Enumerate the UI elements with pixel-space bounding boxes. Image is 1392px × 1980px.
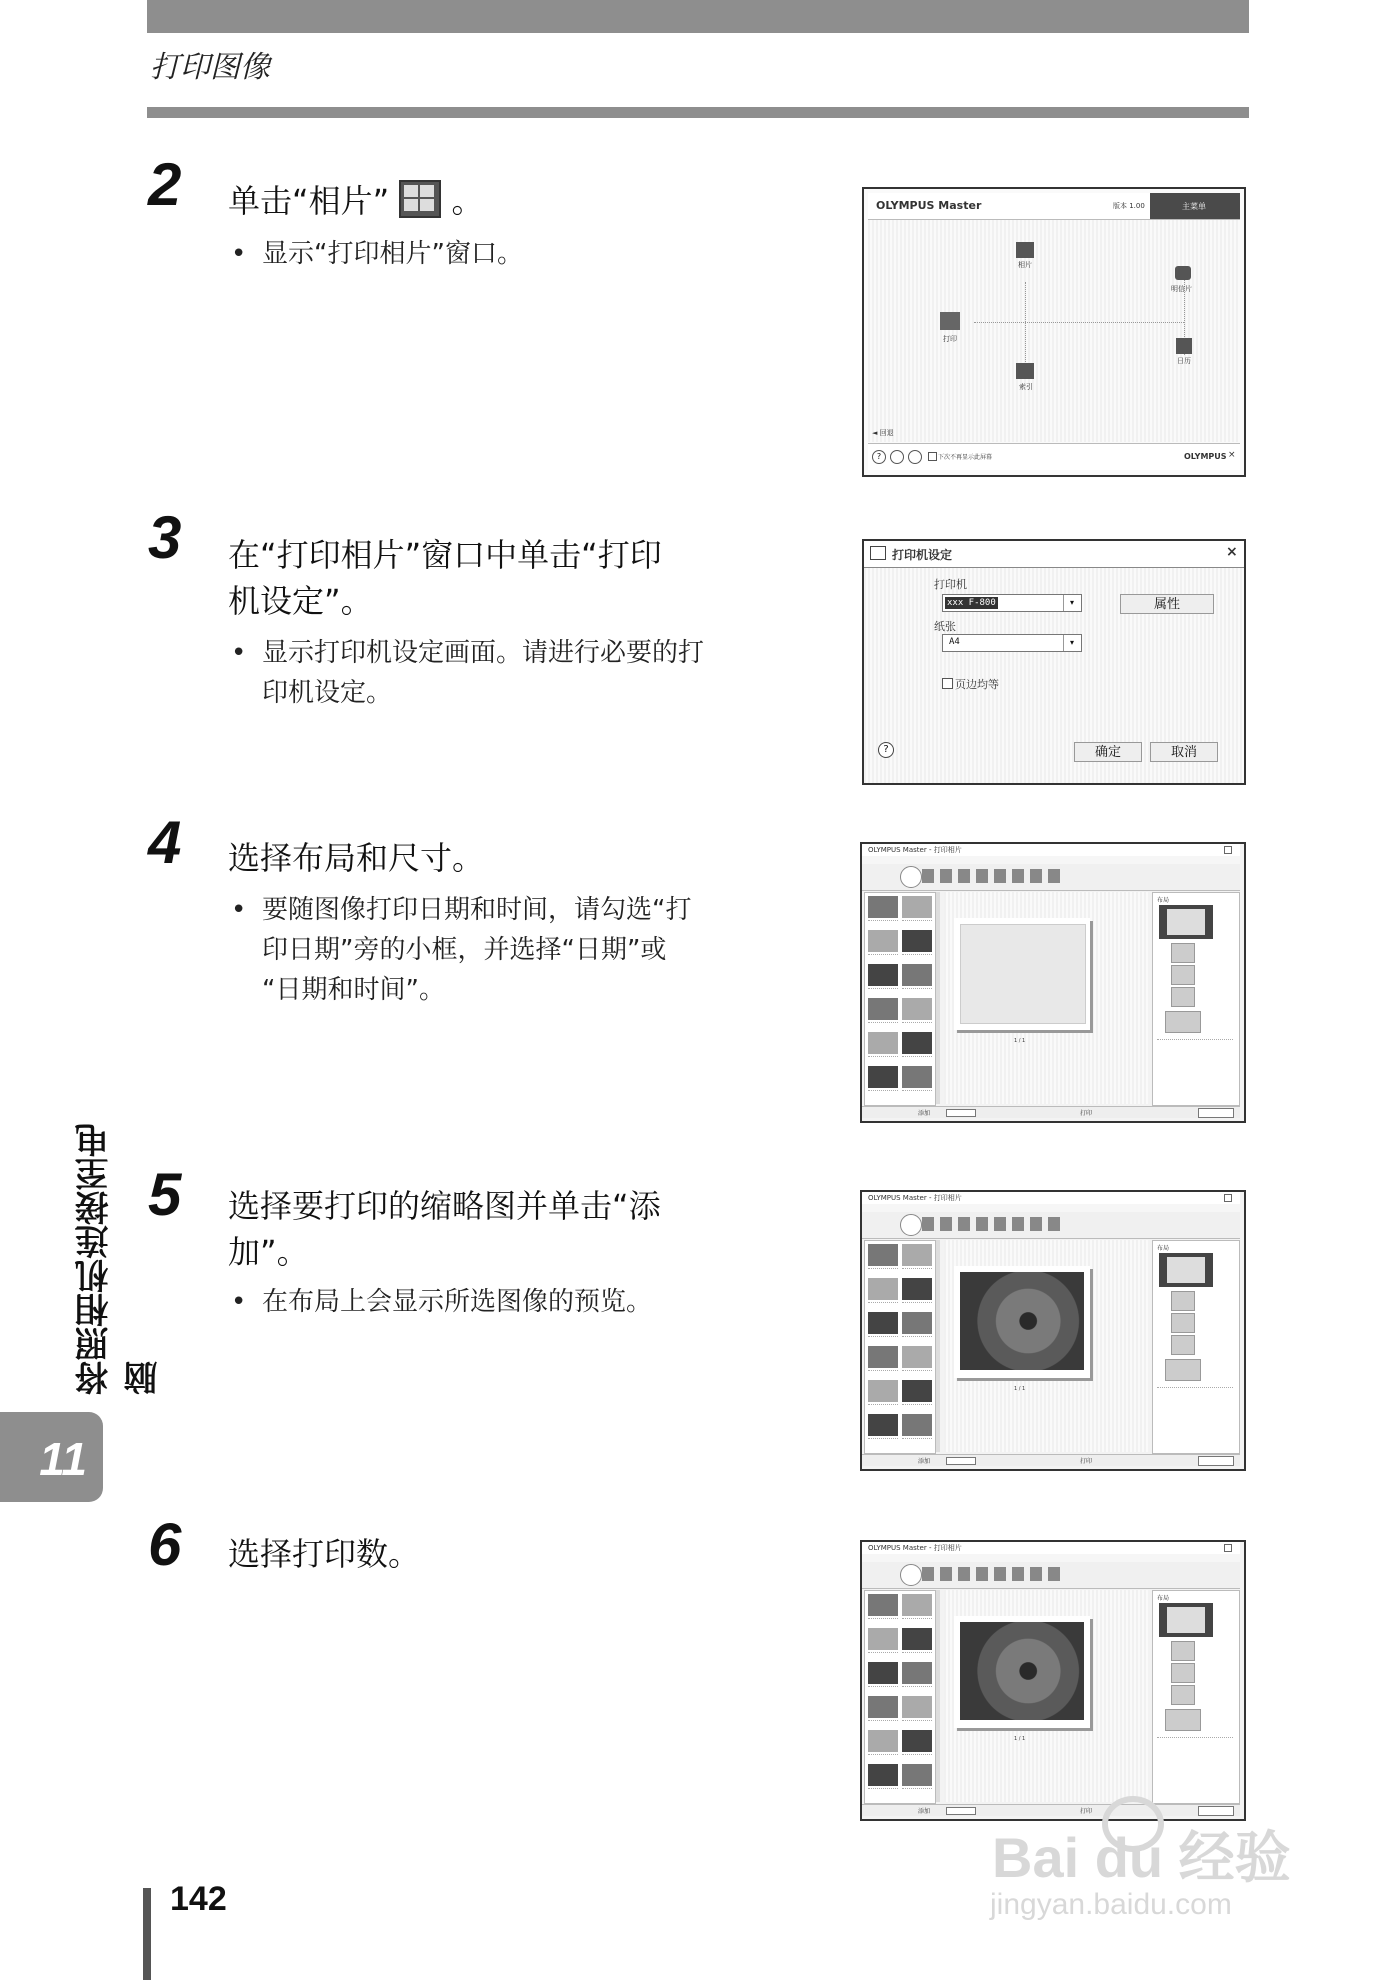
toolbar-icon[interactable] — [940, 869, 952, 883]
bullet-dot: • — [231, 638, 247, 668]
printer-select[interactable] — [942, 594, 1082, 612]
thumbnail[interactable] — [868, 1696, 898, 1718]
thumbnail[interactable] — [902, 1066, 932, 1088]
thumbnail[interactable] — [868, 1346, 898, 1368]
pw-thumbnail-list — [864, 1590, 936, 1804]
item-photo[interactable]: 相片 — [1018, 261, 1032, 269]
layout-label: 布局 — [1157, 1595, 1170, 1602]
toolbar-icon[interactable] — [1012, 1217, 1024, 1231]
thumbnail[interactable] — [868, 964, 898, 986]
layout-option-selected[interactable] — [1159, 1253, 1213, 1287]
main-titlebar — [868, 193, 1240, 220]
toolbar-icon[interactable] — [1012, 1567, 1024, 1581]
close-icon[interactable] — [1224, 1194, 1232, 1202]
zoom-slider[interactable] — [946, 1457, 976, 1465]
thumbnail-caption — [868, 1404, 898, 1410]
step-number: 2 — [148, 151, 182, 218]
thumbnail-caption — [868, 1652, 898, 1658]
toolbar-icon[interactable] — [994, 1217, 1006, 1231]
paper-label: 纸张 — [934, 620, 956, 633]
thumbnail[interactable] — [902, 1346, 932, 1368]
section-title: 打印图像 — [150, 50, 270, 85]
thumbnail[interactable] — [902, 998, 932, 1020]
main-menu-tab[interactable] — [1150, 193, 1240, 219]
toolbar-icon[interactable] — [976, 1567, 988, 1581]
baidu-paw-icon — [1102, 1796, 1164, 1852]
thumbnail[interactable] — [902, 1380, 932, 1402]
zoom-slider[interactable] — [946, 1807, 976, 1815]
thumbnail[interactable] — [902, 1594, 932, 1616]
layout-option[interactable] — [1171, 1335, 1195, 1355]
step-heading-line: 机设定”。 — [228, 582, 373, 620]
toolbar-icon[interactable] — [922, 1217, 934, 1231]
toolbar-icon[interactable] — [958, 1217, 970, 1231]
page-preview — [954, 1266, 1090, 1378]
thumbnail[interactable] — [868, 1244, 898, 1266]
main-canvas — [868, 220, 1240, 442]
chevron-down-icon[interactable]: ▾ — [1063, 635, 1080, 651]
thumbnail[interactable] — [902, 896, 932, 918]
page-caption: 1 / 1 — [1014, 1038, 1026, 1044]
close-icon[interactable] — [1224, 846, 1232, 854]
screenshot-printer-dialog — [862, 539, 1246, 785]
layout-option-selected[interactable] — [1159, 905, 1213, 939]
printer-icon[interactable] — [940, 312, 960, 330]
thumbnail-caption — [868, 1720, 898, 1726]
close-icon[interactable]: × — [1228, 450, 1236, 460]
layout-option[interactable] — [1171, 1313, 1195, 1333]
thumbnail[interactable] — [868, 1764, 898, 1786]
watermark-url: jingyan.baidu.com — [990, 1888, 1232, 1921]
pw-toolbar — [862, 864, 1240, 891]
thumbnail[interactable] — [902, 1730, 932, 1752]
close-icon[interactable] — [1224, 1544, 1232, 1552]
version-text: 版本 1.00 — [1113, 202, 1145, 210]
connector-line — [974, 322, 1184, 324]
thumbnail-caption — [902, 1370, 932, 1376]
toolbar-icon[interactable] — [922, 1567, 934, 1581]
layout-option[interactable] — [1171, 1663, 1195, 1683]
flower-photo — [960, 1622, 1084, 1720]
toolbar-dial-icon[interactable] — [900, 1214, 922, 1236]
step-heading — [228, 1183, 661, 1275]
dialog-body — [864, 568, 1244, 783]
layout-option-selected[interactable] — [1159, 1603, 1213, 1637]
thumbnail[interactable] — [868, 930, 898, 952]
bullet-dot: • — [231, 239, 247, 269]
thumbnail[interactable] — [868, 1066, 898, 1088]
toolbar-icon[interactable] — [1030, 869, 1042, 883]
thumbnail-caption — [868, 1754, 898, 1760]
thumbnail[interactable] — [868, 1414, 898, 1436]
scrollbar[interactable] — [936, 1590, 940, 1802]
pw-layout-panel — [1152, 1240, 1240, 1454]
chevron-down-icon[interactable]: ▾ — [1063, 595, 1080, 611]
layout-option[interactable] — [1165, 1011, 1201, 1033]
layout-option[interactable] — [1171, 1685, 1195, 1705]
bullet-text: 印日期”旁的小框，并选择“日期”或 — [262, 935, 667, 965]
page-preview — [954, 918, 1090, 1030]
app-title: OLYMPUS Master — [876, 199, 982, 212]
step-bullet — [231, 890, 692, 1010]
layout-option[interactable] — [1171, 943, 1195, 963]
paper-value: A4 — [949, 637, 960, 647]
bullet-dot: • — [231, 895, 247, 925]
thumbnail-caption — [868, 1268, 898, 1274]
checkbox-label: 下次不再显示此屏幕 — [938, 454, 993, 461]
screenshot-print-window — [860, 842, 1246, 1123]
step-heading — [228, 532, 662, 624]
add-button[interactable]: 添加 — [918, 1110, 931, 1117]
thumbnail-caption — [868, 1302, 898, 1308]
brand-logo: OLYMPUS — [1184, 452, 1227, 461]
ok-button[interactable]: 确定 — [1074, 742, 1142, 762]
thumbnail-caption — [902, 1652, 932, 1658]
toolbar-dial-icon[interactable] — [900, 866, 922, 888]
checkbox[interactable] — [928, 452, 937, 461]
toolbar-icon[interactable] — [922, 869, 934, 883]
main-menu-tab-label: 主菜单 — [1182, 202, 1206, 211]
print-action-button[interactable] — [1198, 1456, 1234, 1466]
thumbnail-caption — [868, 1336, 898, 1342]
step-heading-line: 选择要打印的缩略图并单击“添 — [228, 1187, 661, 1225]
equal-margins-label: 页边均等 — [955, 678, 999, 691]
thumbnail[interactable] — [868, 896, 898, 918]
toolbar-icon[interactable] — [994, 1567, 1006, 1581]
page-caption: 1 / 1 — [1014, 1386, 1026, 1392]
thumbnail-caption — [868, 1370, 898, 1376]
pw-title: OLYMPUS Master - 打印相片 — [868, 1544, 962, 1552]
step-heading-line: 在“打印相片”窗口中单击“打印 — [228, 536, 662, 574]
thumbnail[interactable] — [902, 964, 932, 986]
step-bullet — [231, 234, 523, 274]
pw-title: OLYMPUS Master - 打印相片 — [868, 846, 962, 854]
step-heading-text: 单击“相片” — [228, 182, 390, 220]
watermark-brand: Bai du 经验 — [992, 1826, 1291, 1889]
pw-thumbnail-list — [864, 1240, 936, 1454]
thumbnail-caption — [902, 1056, 932, 1062]
step-heading: 选择打印数。 — [228, 1535, 421, 1573]
toolbar-icon[interactable] — [1048, 1217, 1060, 1231]
item-postcard[interactable]: 明信片 — [1171, 285, 1192, 293]
cancel-button[interactable]: 取消 — [1150, 742, 1218, 762]
header-rule — [147, 107, 1249, 118]
zoom-slider[interactable] — [946, 1109, 976, 1117]
layout-options-controls[interactable] — [1157, 1039, 1233, 1090]
screenshot-print-window — [860, 1190, 1246, 1471]
layout-option[interactable] — [1171, 1291, 1195, 1311]
thumbnail[interactable] — [868, 1278, 898, 1300]
print-button[interactable]: 打印 — [1080, 1458, 1093, 1465]
add-button[interactable]: 添加 — [918, 1458, 931, 1465]
empty-layout-slot — [960, 924, 1086, 1024]
thumbnail[interactable] — [868, 1662, 898, 1684]
layout-label: 布局 — [1157, 897, 1170, 904]
thumbnail-caption — [868, 1438, 898, 1444]
index-icon[interactable] — [1016, 363, 1034, 379]
layout-option[interactable] — [1171, 1641, 1195, 1661]
add-button[interactable]: 添加 — [918, 1808, 931, 1815]
page-preview — [954, 1616, 1090, 1728]
printer-label: 打印机 — [934, 578, 967, 591]
item-index[interactable]: 索引 — [1019, 383, 1033, 391]
calendar-icon[interactable] — [1176, 338, 1192, 354]
thumbnail-caption — [902, 1788, 932, 1794]
page-caption: 1 / 1 — [1014, 1736, 1026, 1742]
layout-option[interactable] — [1165, 1709, 1201, 1731]
step-heading-end: 。 — [451, 182, 484, 220]
step-heading: 选择布局和尺寸。 — [228, 839, 485, 877]
toolbar-dial-icon[interactable] — [900, 1564, 922, 1586]
thumbnail-caption — [902, 1686, 932, 1692]
thumbnail-caption — [902, 1404, 932, 1410]
toolbar-icon[interactable] — [1012, 869, 1024, 883]
postcard-icon[interactable] — [1175, 266, 1191, 280]
pw-layout-panel — [1152, 1590, 1240, 1804]
step-heading-line: 加”。 — [228, 1233, 309, 1271]
thumbnail-caption — [902, 920, 932, 926]
pw-toolbar — [862, 1212, 1240, 1239]
step-number: 3 — [148, 504, 182, 571]
main-statusbar — [868, 443, 1240, 470]
connector-line — [1025, 282, 1027, 362]
bullet-text: “日期和时间”。 — [262, 975, 445, 1005]
thumbnail-caption — [902, 1336, 932, 1342]
thumbnail-caption — [868, 1056, 898, 1062]
flower-photo — [960, 1272, 1084, 1370]
thumbnail[interactable] — [868, 1312, 898, 1334]
dialog-titlebar — [864, 541, 1244, 568]
thumbnail-caption — [868, 920, 898, 926]
equal-margins-checkbox[interactable] — [942, 678, 953, 689]
pw-toolbar — [862, 1562, 1240, 1589]
top-bar — [147, 0, 1249, 33]
thumbnail-caption — [902, 1302, 932, 1308]
chapter-number: 11 — [39, 1433, 87, 1485]
thumbnail-caption — [868, 1686, 898, 1692]
thumbnail[interactable] — [902, 1414, 932, 1436]
bullet-dot: • — [231, 1287, 247, 1317]
pw-thumbnail-list — [864, 892, 936, 1106]
pw-bottombar — [862, 1106, 1240, 1118]
item-print[interactable]: 打印 — [943, 335, 957, 343]
thumbnail-caption — [868, 1788, 898, 1794]
thumbnail-caption — [868, 988, 898, 994]
toolbar-icon[interactable] — [958, 1567, 970, 1581]
print-button[interactable]: 打印 — [1080, 1110, 1093, 1117]
bullet-text: 在布局上会显示所选图像的预览。 — [262, 1287, 653, 1317]
screenshot-main-menu — [862, 187, 1246, 477]
step-bullet — [231, 1282, 653, 1322]
thumbnail-caption — [868, 1022, 898, 1028]
thumbnail[interactable] — [868, 1032, 898, 1054]
pw-title: OLYMPUS Master - 打印相片 — [868, 1194, 962, 1202]
print-button[interactable]: 打印 — [1080, 1808, 1093, 1815]
pw-preview-area — [944, 1590, 1148, 1802]
close-icon[interactable]: × — [1226, 544, 1238, 560]
thumbnail-caption — [868, 954, 898, 960]
dialog-title: 打印机设定 — [892, 548, 953, 562]
bullet-text: 显示打印机设定画面。请进行必要的打 — [262, 638, 705, 668]
properties-button[interactable]: 属性 — [1120, 594, 1214, 614]
thumbnail[interactable] — [868, 998, 898, 1020]
thumbnail-caption — [868, 1090, 898, 1096]
scrollbar[interactable] — [936, 892, 940, 1104]
toolbar-icon[interactable] — [976, 1217, 988, 1231]
thumbnail[interactable] — [902, 1696, 932, 1718]
paper-select[interactable] — [942, 634, 1082, 652]
layout-option[interactable] — [1165, 1359, 1201, 1381]
thumbnail[interactable] — [902, 1764, 932, 1786]
toolbar-icon[interactable] — [958, 869, 970, 883]
thumbnail-caption — [868, 1618, 898, 1624]
step-number: 4 — [148, 809, 182, 876]
help-icon[interactable]: ? — [872, 450, 886, 464]
help-icon[interactable]: ? — [878, 742, 894, 758]
page-number: 142 — [170, 1880, 227, 1918]
chapter-side-label — [70, 1095, 164, 1395]
thumbnail[interactable] — [868, 1594, 898, 1616]
toolbar-icon[interactable] — [940, 1217, 952, 1231]
thumbnail[interactable] — [902, 930, 932, 952]
tool-icon[interactable] — [890, 450, 904, 464]
toolbar-icon[interactable] — [1030, 1567, 1042, 1581]
chapter-side-label-text: 将照相机连接至电脑 — [75, 1123, 164, 1395]
layout-option[interactable] — [1171, 987, 1195, 1007]
print-action-button[interactable] — [1198, 1108, 1234, 1118]
toolbar-icon[interactable] — [1030, 1217, 1042, 1231]
thumbnail[interactable] — [868, 1380, 898, 1402]
printer-icon — [870, 546, 886, 560]
page-number-bar — [143, 1888, 151, 1980]
thumbnail[interactable] — [902, 1628, 932, 1650]
step-number: 6 — [148, 1511, 182, 1578]
pw-bottombar — [862, 1454, 1240, 1466]
toolbar-icon[interactable] — [994, 869, 1006, 883]
scrollbar[interactable] — [936, 1240, 940, 1452]
step-number: 5 — [148, 1161, 182, 1228]
thumbnail[interactable] — [902, 1244, 932, 1266]
bullet-text: 印机设定。 — [262, 678, 393, 708]
bullet-text: 显示“打印相片”窗口。 — [262, 239, 523, 269]
toolbar-icon[interactable] — [940, 1567, 952, 1581]
toolbar-icon[interactable] — [1048, 869, 1060, 883]
thumbnail-caption — [902, 1754, 932, 1760]
layout-label: 布局 — [1157, 1245, 1170, 1252]
thumbnail[interactable] — [902, 1032, 932, 1054]
thumbnail[interactable] — [902, 1278, 932, 1300]
pw-preview-area — [944, 1240, 1148, 1452]
toolbar-icon[interactable] — [1048, 1567, 1060, 1581]
chapter-tab — [0, 1412, 103, 1502]
printer-value: xxx F-800 — [947, 598, 996, 608]
thumbnail-caption — [902, 1618, 932, 1624]
settings-icon[interactable] — [908, 450, 922, 464]
thumbnail-caption — [902, 1438, 932, 1444]
thumbnail-caption — [902, 1720, 932, 1726]
thumbnail[interactable] — [868, 1628, 898, 1650]
layout-options-controls[interactable] — [1157, 1387, 1233, 1438]
layout-option[interactable] — [1171, 965, 1195, 985]
back-link[interactable]: ◄ 回退 — [872, 429, 894, 437]
step-heading — [228, 178, 484, 224]
thumbnail[interactable] — [902, 1312, 932, 1334]
step-bullet — [231, 633, 705, 713]
toolbar-icon[interactable] — [976, 869, 988, 883]
thumbnail[interactable] — [868, 1730, 898, 1752]
pw-preview-area — [944, 892, 1148, 1104]
screenshot-print-window — [860, 1540, 1246, 1821]
watermark-logo — [992, 1814, 1291, 1894]
thumbnail-caption — [902, 954, 932, 960]
thumbnail-caption — [902, 988, 932, 994]
photo-icon[interactable] — [1016, 242, 1034, 258]
thumbnail-caption — [902, 1022, 932, 1028]
thumbnail[interactable] — [902, 1662, 932, 1684]
item-calendar[interactable]: 日历 — [1177, 357, 1191, 365]
bullet-text: 要随图像打印日期和时间，请勾选“打 — [262, 895, 692, 925]
pw-layout-panel — [1152, 892, 1240, 1106]
thumbnail-caption — [902, 1268, 932, 1274]
layout-options-controls[interactable] — [1157, 1737, 1233, 1788]
thumbnail-caption — [902, 1090, 932, 1096]
photo-icon — [399, 180, 441, 218]
